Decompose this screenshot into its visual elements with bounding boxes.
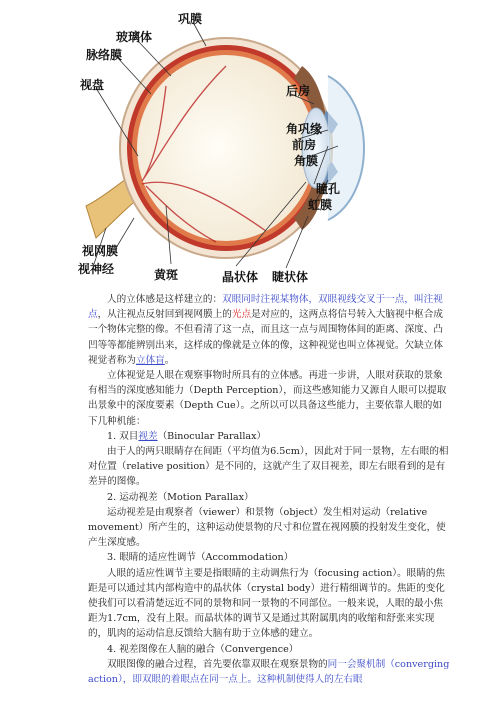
paragraph-stereo-intro: 人的立体感是这样建立的：双眼同时注视某物体，双眼视线交叉于一点，叫注视点，从注视点反射回到视网膜上的光点是对应的，这两点将信号转入大脑视中枢合成一个物体完整的像。不但看清了这一点，而且这一点与周围物体间的距离、深度、凸凹等等都能辨别出来，这样成的像就是立体的像，这种视觉也叫立体视觉。欠缺立体视觉者称为立体盲。: [88, 294, 443, 366]
link-parallax[interactable]: 视差: [138, 430, 158, 442]
highlight-light-point: 光点: [231, 309, 252, 321]
paragraph-motion-parallax: 运动视差是由观察者（viewer）和景物（object）发生相对运动（relative movement）所产生的，这种运动使景物的尺寸和位置在视网膜的投射发生变化，使产生深度感。: [88, 506, 446, 549]
label-iris: 虹膜: [308, 198, 333, 212]
highlight-converging-action: 同一会聚机制（converging action），即双眼的着眼点在同一点上。这种机制使得人的左右眼: [88, 658, 450, 686]
label-vitreous: 玻璃体: [116, 30, 153, 44]
paragraph-accommodation: 人眼的适应性调节主要是指眼睛的主动调焦行为（focusing action）。眼睛的焦距是可以通过其内部构造中的晶状体（crystal body）进行精细调节的。焦距的变化使我们可以看清楚远近不同的景物和同一景物的不同部位。一般来说，人眼的最小焦距为1.7cm，没有上限。而晶状体的调节又是通过其附属肌肉的收缩和舒张来实现的，肌肉的运动信息反馈给大脑有助于立体感的建立。: [88, 567, 446, 640]
label-pupil: 瞳孔: [316, 182, 341, 196]
eye-cross-section-illustration: [76, 6, 420, 289]
label-macula: 黄斑: [154, 268, 179, 282]
highlight-fixation-point: 双眼同时注视某物体，双眼视线交叉于一点，叫注视点: [88, 294, 443, 321]
eye-anatomy-figure: [76, 6, 420, 289]
label-optic-disc: 视盘: [80, 78, 105, 92]
label-lens: 晶状体: [222, 270, 259, 284]
heading-convergence: 4. 视差图像在人脑的融合（Convergence）: [107, 643, 299, 655]
article-body: [88, 292, 450, 687]
paragraph-binocular-parallax: 由于人的两只眼睛存在间距（平均值为6.5cm），因此对于同一景物，左右眼的相对位置（relative position）是不同的，这就产生了双目视差，即左右眼看到的是有差异的图像。: [88, 446, 449, 488]
label-sclera: 巩膜: [178, 12, 203, 26]
paragraph-convergence: 双眼图像的融合过程，首先要依靠双眼在观察景物的同一会聚机制（converging action），即双眼的着眼点在同一点上。这种机制使得人的左右眼: [88, 658, 450, 686]
label-posterior-chamber: 后房: [286, 84, 311, 98]
paragraph-depth-perception: 立体视觉是人眼在观察事物时所具有的立体感。再进一步讲，人眼对获取的景象有相当的深度感知能力（Depth Perception），而这些感知能力又源自人眼可以提取出景象中的深度要素（Depth Cue）。之所以可以具备这些能力，主要依靠人眼的如下几种机能：: [88, 370, 447, 427]
heading-binocular-parallax: 1. 双目视差（Binocular Parallax）: [107, 430, 267, 442]
heading-motion-parallax: 2. 运动视差（Motion Parallax）: [107, 491, 254, 503]
label-ciliary-body: 睫状体: [272, 270, 309, 284]
label-corneal-margin: 角巩缘: [286, 122, 323, 136]
heading-accommodation: 3. 眼睛的适应性调节（Accommodation）: [107, 552, 294, 564]
label-retina: 视网膜: [82, 244, 119, 258]
label-optic-nerve: 视神经: [78, 262, 115, 276]
label-anterior-chamber: 前房: [292, 138, 317, 152]
link-stereo-blindness[interactable]: 立体盲: [135, 354, 165, 366]
label-choroid: 脉络膜: [86, 48, 123, 62]
label-cornea: 角膜: [294, 154, 319, 168]
